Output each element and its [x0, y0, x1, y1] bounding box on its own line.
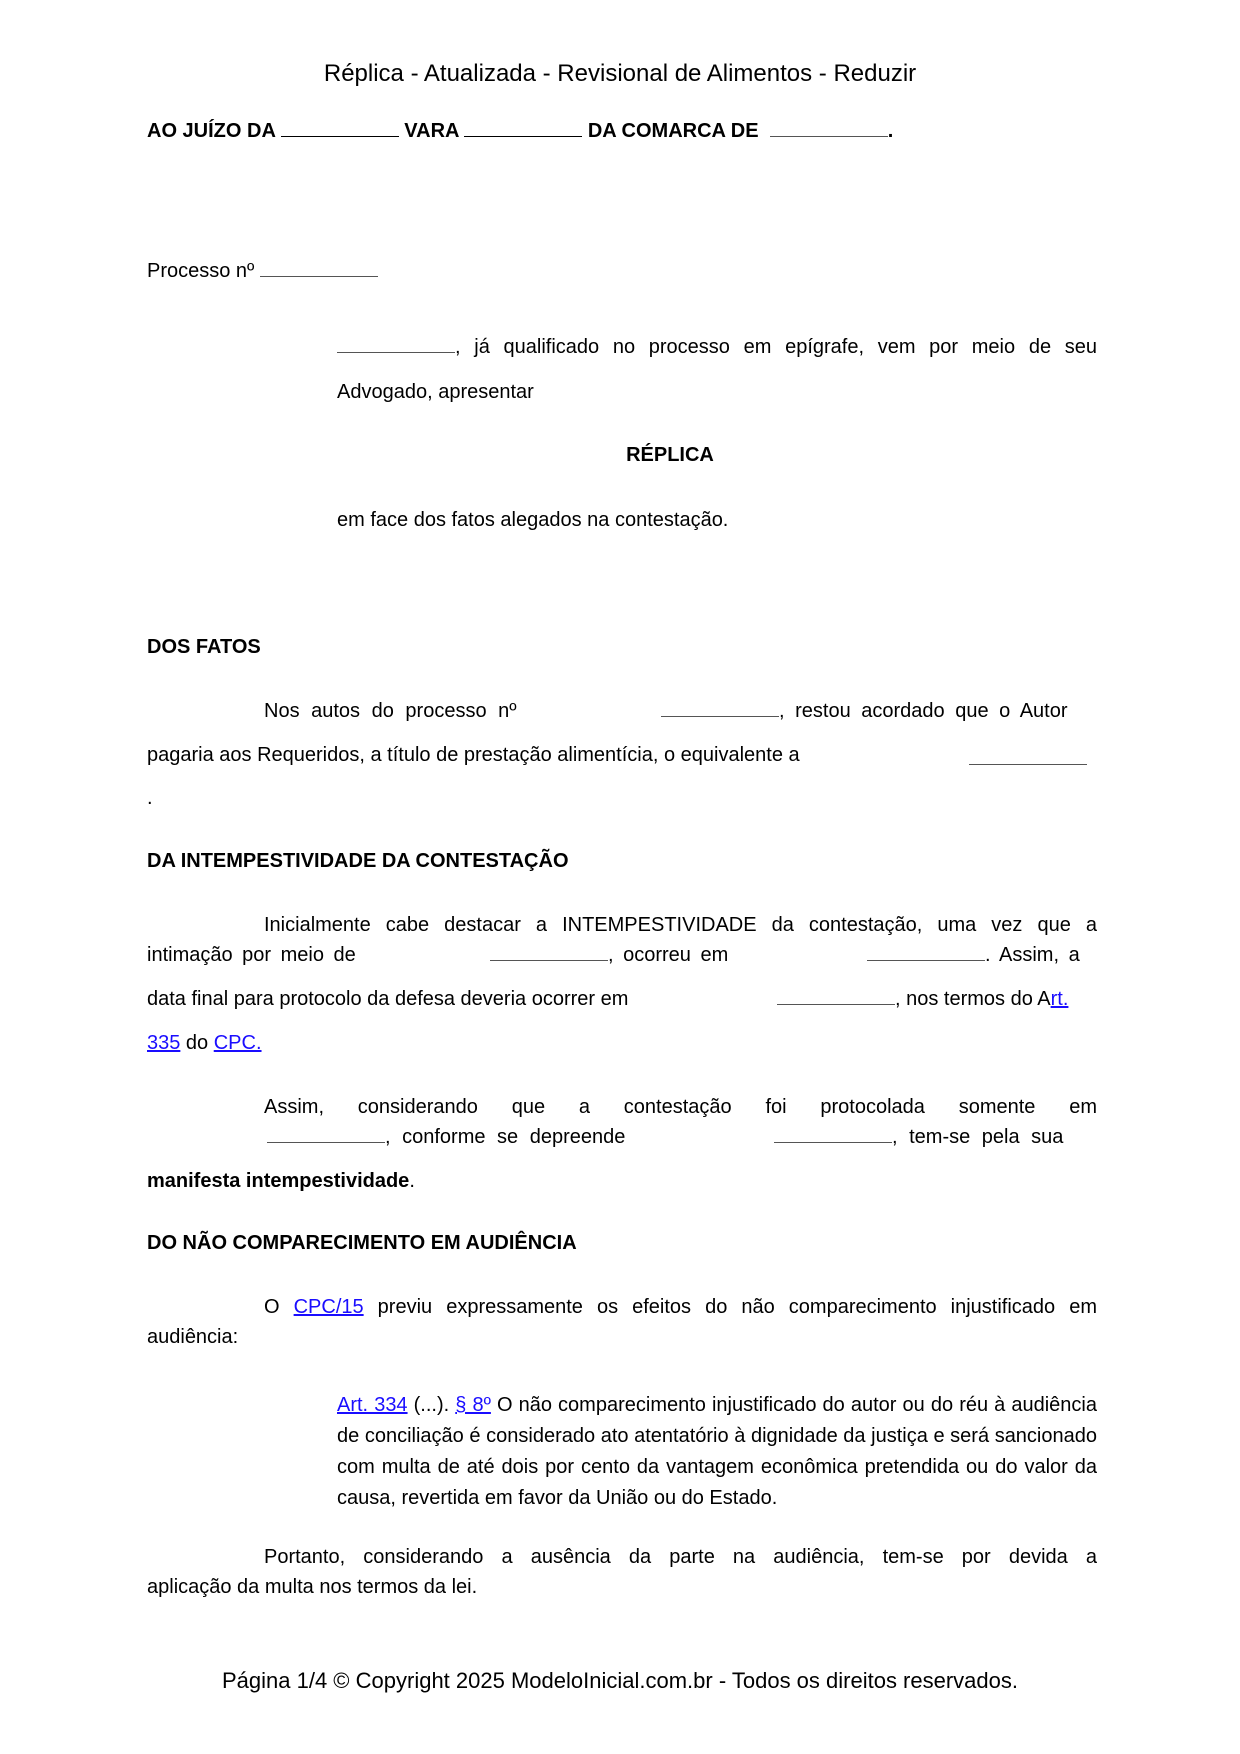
- process-label: Processo nº: [147, 260, 255, 282]
- intemp-text-f: do: [180, 1032, 214, 1054]
- addressee-part2: VARA: [404, 120, 459, 142]
- intemp-p2-text-b: , tem-se pela sua: [892, 1126, 1064, 1148]
- intemp-text-d: data final para protocolo da defesa deveria ocorrer em: [147, 988, 629, 1010]
- intemp-p2-line-1: Assim, considerando que a contestação foi protocolada somente em: [264, 1096, 1097, 1118]
- document-header-title: Réplica - Atualizada - Revisional de Alimentos - Reduzir: [323, 60, 917, 87]
- absence-line-1: [264, 1296, 1097, 1319]
- facts-text-a: Nos autos do processo nº: [264, 700, 517, 722]
- facts-line-1-tail: [661, 700, 1068, 723]
- absence-p2-line-1: Portanto, considerando a ausência da parte na audiência, tem-se por devida a: [264, 1546, 1097, 1568]
- section-heading-facts: DOS FATOS: [147, 636, 261, 658]
- section-heading-intempestivity: DA INTEMPESTIVIDADE DA CONTESTAÇÃO: [147, 850, 569, 872]
- facts-end: .: [147, 787, 153, 809]
- blank-field[interactable]: [770, 120, 888, 137]
- blank-field[interactable]: [969, 748, 1087, 765]
- intemp-line-3: [147, 988, 1097, 1011]
- addressee-part1: AO JUÍZO DA: [147, 120, 276, 142]
- intemp-text-a: intimação por meio de: [147, 944, 356, 966]
- intemp-line-2: [147, 944, 1097, 967]
- intemp-p2-end: .: [409, 1170, 415, 1192]
- law-quote: [337, 1390, 1097, 1514]
- intro-text: , já qualificado no processo em epígrafe, vem por meio de seu: [455, 336, 1097, 358]
- blank-field[interactable]: [267, 1126, 385, 1143]
- addressee-end: .: [887, 120, 894, 142]
- blank-field[interactable]: [490, 944, 608, 961]
- intro-line-2: Advogado, apresentar: [337, 381, 534, 403]
- quote-text: O não comparecimento injustificado do autor ou do réu à audiência de conciliação é considerado ato atentatório à dignidade da justiça e será sancionado com multa de até dois por cento da vantagem econômica pretendida ou do valor da causa, revertida em favor da União ou do Estado.: [337, 1394, 1097, 1509]
- facts-line-2: [147, 744, 1097, 767]
- blank-field[interactable]: [260, 260, 378, 277]
- intemp-p2-line-2: [267, 1126, 1097, 1149]
- quote-mid: (...).: [407, 1394, 456, 1416]
- addressee-part3: DA COMARCA DE: [587, 120, 759, 142]
- section-heading-absence: DO NÃO COMPARECIMENTO EM AUDIÊNCIA: [147, 1232, 577, 1254]
- addressee-line: [147, 120, 893, 143]
- absence-line-2: audiência:: [147, 1326, 239, 1348]
- intro-after: em face dos fatos alegados na contestação.: [337, 509, 729, 531]
- manifest-intempestivity: manifesta intempestividade: [147, 1170, 410, 1192]
- link-art-334[interactable]: Art. 334: [337, 1394, 408, 1416]
- blank-field[interactable]: [774, 1126, 892, 1143]
- blank-field[interactable]: [661, 700, 779, 717]
- intemp-text-e: , nos termos do A: [895, 988, 1051, 1010]
- link-335[interactable]: 335: [147, 1032, 181, 1054]
- facts-text-b: , restou acordado que o Autor: [779, 700, 1068, 722]
- main-title: RÉPLICA: [626, 444, 714, 466]
- intemp-line-4: [147, 1032, 262, 1055]
- absence-text-b: previu expressamente os efeitos do não comparecimento injustificado em: [363, 1296, 1097, 1318]
- page-footer: Página 1/4 © Copyright 2025 ModeloInicial.com.br - Todos os direitos reservados.: [222, 1668, 1018, 1693]
- link-art-335[interactable]: rt.: [1050, 988, 1069, 1010]
- intro-line-1: [337, 336, 1097, 359]
- absence-text-a: O: [264, 1296, 294, 1318]
- link-cpc15[interactable]: CPC/15: [293, 1296, 364, 1318]
- link-cpc[interactable]: CPC.: [213, 1032, 262, 1054]
- blank-field[interactable]: [867, 944, 985, 961]
- blank-field[interactable]: [777, 988, 895, 1005]
- intemp-line-1: Inicialmente cabe destacar a INTEMPESTIVIDADE da contestação, uma vez que a: [264, 914, 1097, 936]
- intemp-p2-line-3: [147, 1170, 415, 1193]
- link-paragraph-8[interactable]: § 8º: [455, 1394, 491, 1416]
- intemp-text-b: , ocorreu em: [608, 944, 729, 966]
- facts-text-c: pagaria aos Requeridos, a título de prestação alimentícia, o equivalente a: [147, 744, 800, 766]
- absence-p2-line-2: aplicação da multa nos termos da lei.: [147, 1576, 478, 1598]
- blank-field[interactable]: [337, 336, 455, 353]
- intemp-p2-text-a: , conforme se depreende: [385, 1126, 626, 1148]
- intemp-text-c: . Assim, a: [985, 944, 1080, 966]
- blank-field[interactable]: [464, 120, 582, 137]
- blank-field[interactable]: [281, 120, 399, 137]
- process-number-line: [147, 260, 378, 283]
